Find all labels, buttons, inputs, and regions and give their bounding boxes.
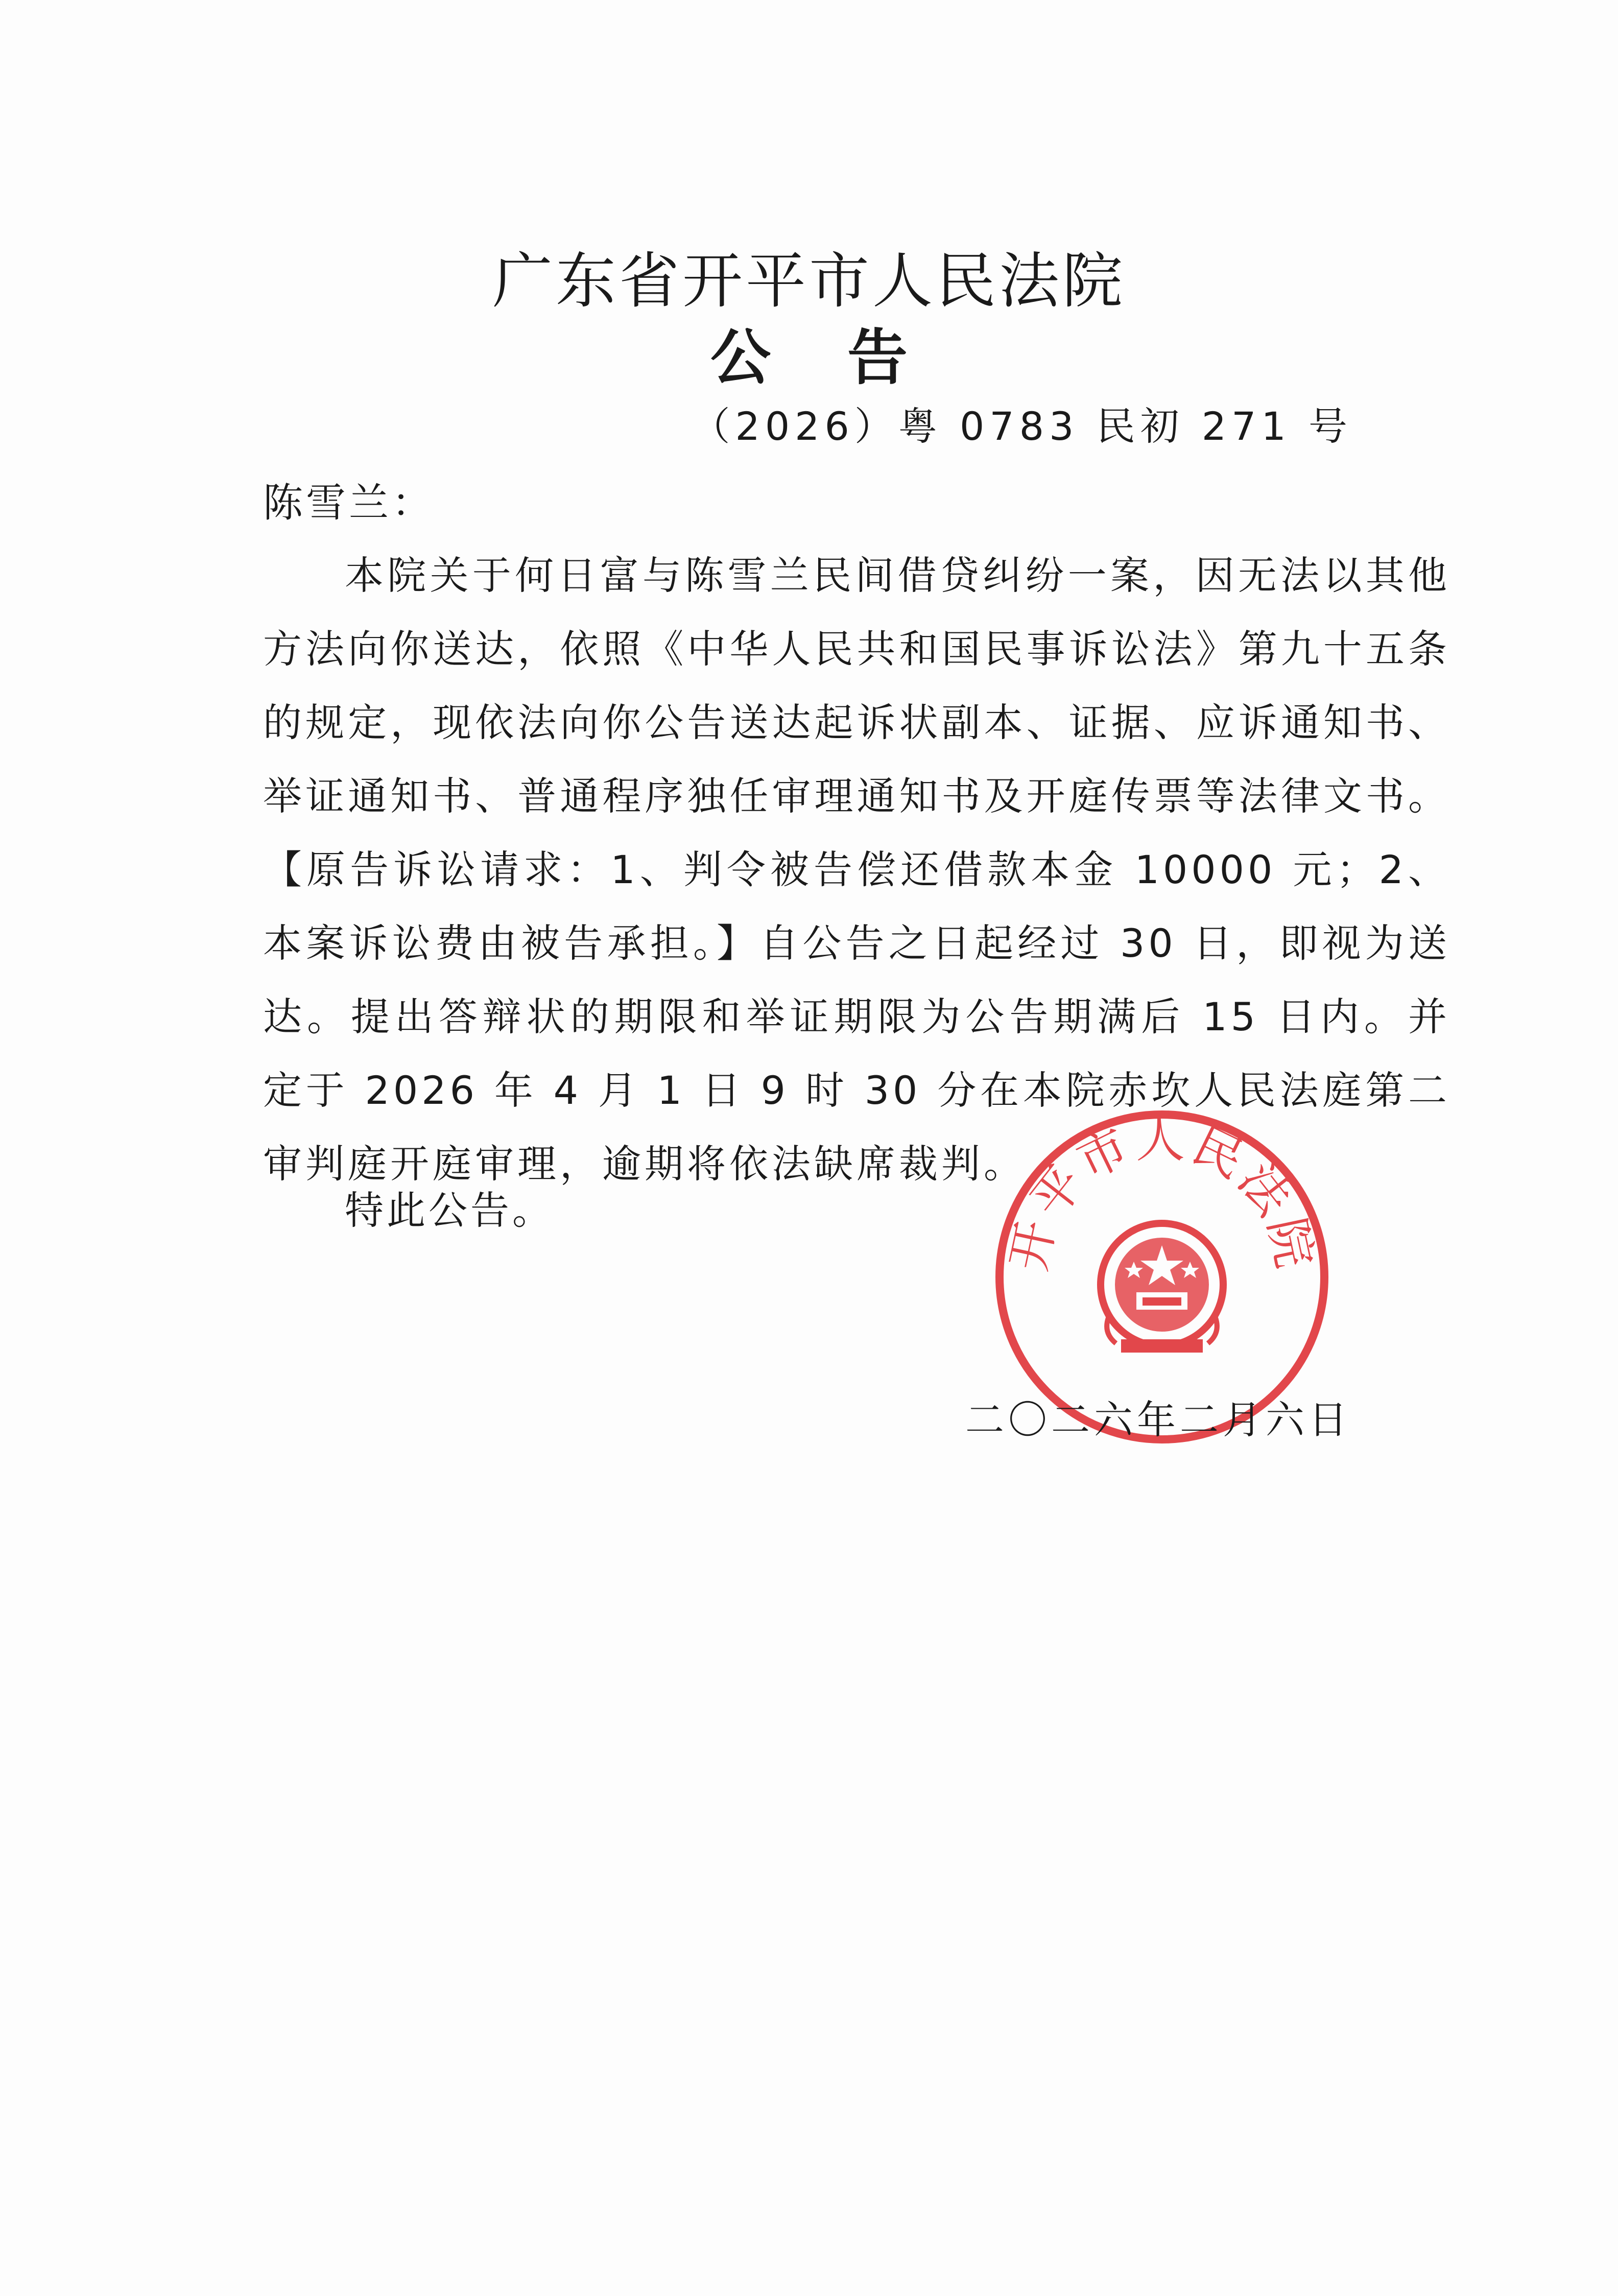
recipient: 陈雪兰：	[263, 480, 435, 526]
seal-text: 开平市人民法院	[1000, 1111, 1324, 1276]
court-name: 广东省开平市人民法院	[492, 246, 1126, 316]
document-type: 公告	[710, 322, 984, 393]
case-number: （2026）粤 0783 民初 271 号	[691, 404, 1352, 449]
issue-date: 二〇二六年二月六日	[965, 1397, 1351, 1442]
closing-line: 特此公告。	[345, 1188, 554, 1233]
national-emblem-icon	[1101, 1223, 1223, 1353]
notice-body: 本院关于何日富与陈雪兰民间借贷纠纷一案，因无法以其他方法向你送达，依照《中华人民共和国民事诉讼法》第九十五条的规定，现依法向你公告送达起诉状副本、证据、应诉通知书、举证通知书、普通程序独任审理通知书及开庭传票等法律文书。【原告诉讼请求：1、判令被告偿还借款本金 10000 元；2、本案诉讼费由被告承担。】自公告之日起经过 30 日，即视为送达。提出答辩状的期限和举证期限为公告期满后 15 日内。并定于 2026 年 4 月 1 日 9 时 30 分在本院赤坎人民法庭第二审判庭开庭审理，逾期将依法缺席裁判。	[263, 553, 1450, 1187]
